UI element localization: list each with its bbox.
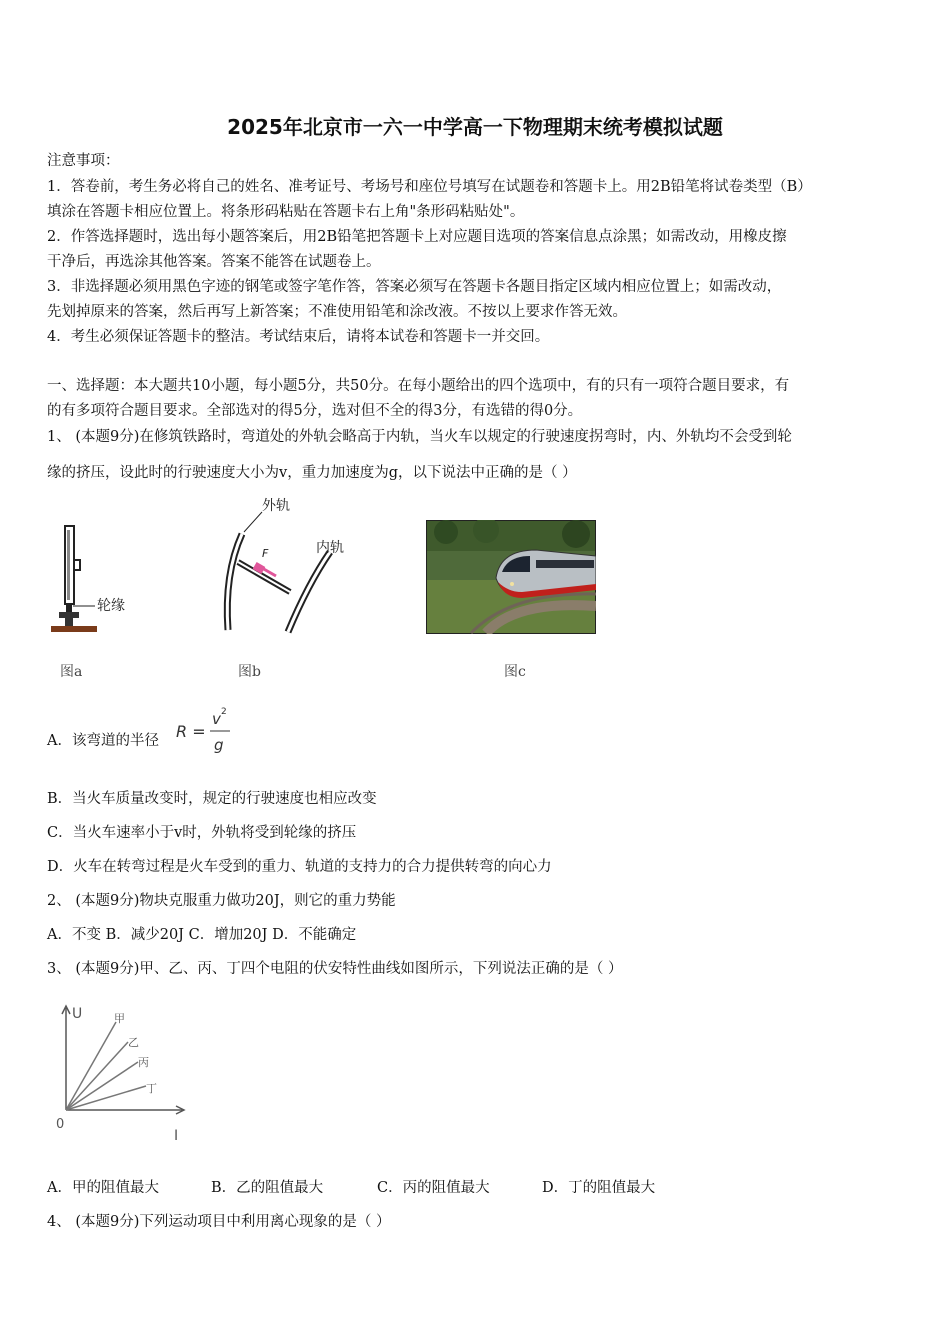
q3-option-a: A．甲的阻值最大 (47, 1180, 159, 1196)
option-b: B．当火车质量改变时，规定的行驶速度也相应改变 (47, 791, 377, 807)
notice-line: 先划掉原来的答案，然后再写上新答案；不准使用铅笔和涂改液。不按以上要求作答无效。 (47, 304, 627, 320)
notice-line: 2．作答选择题时，选出每小题答案后，用2B铅笔把答题卡上对应题目选项的答案信息点涂黑；如需改动，用橡皮擦 (47, 229, 787, 245)
formula-lhs: R = (176, 722, 206, 741)
question-2-stem: 2、 (本题9分)物块克服重力做功20J，则它的重力势能 (47, 893, 396, 909)
figure-c-train-photo (426, 520, 596, 634)
option-a (47, 731, 159, 751)
iv-line-yi (66, 1042, 128, 1110)
notice-line: 1．答卷前，考生务必将自己的姓名、准考证号、考场号和座位号填写在试题卷和答题卡上。用2B铅笔将试卷类型（B） (47, 179, 812, 195)
axis-u-label: U (72, 1006, 83, 1022)
figure-b-caption: 图b (238, 664, 261, 680)
notice-line: 3．非选择题必须用黑色字迹的钢笔或签字笔作答，答案必须写在答题卡各题目指定区域内相应位置上；如需改动， (47, 279, 782, 295)
figure-a-wheel-rail (45, 520, 155, 640)
iv-label-ding: 丁 (146, 1082, 157, 1095)
figure-a-caption: 图a (60, 664, 83, 680)
question-2-options: A．不变 B．减少20J C．增加20J D．不能确定 (47, 927, 357, 943)
figure-a-label: 轮缘 (97, 598, 125, 614)
figure-b-force-label: F (262, 547, 269, 560)
notice-line: 干净后，再选涂其他答案。答案不能答在试题卷上。 (47, 254, 381, 270)
formula-exponent: 2 (221, 707, 227, 717)
formula-numerator: v (212, 710, 221, 728)
page-title: 2025年北京市一六一中学高一下物理期末统考模拟试题 (227, 115, 723, 139)
figure-c-caption: 图c (504, 664, 526, 680)
iv-label-yi: 乙 (128, 1036, 139, 1049)
question-3-stem: 3、 (本题9分)甲、乙、丙、丁四个电阻的伏安特性曲线如图所示，下列说法正确的是（ ） (47, 961, 623, 977)
formula-denominator: g (214, 736, 224, 754)
origin-label: 0 (56, 1117, 65, 1132)
iv-label-jia: 甲 (114, 1012, 125, 1025)
notice-line: 4．考生必须保证答题卡的整洁。考试结束后，请将本试卷和答题卡一并交回。 (47, 329, 550, 345)
question-1-stem: 1、 (本题9分)在修筑铁路时，弯道处的外轨会略高于内轨，当火车以规定的行驶速度拐弯时，内、外轨均不会受到轮 (47, 429, 792, 445)
q3-option-d: D．丁的阻值最大 (542, 1180, 656, 1196)
q3-option-c: C．丙的阻值最大 (377, 1180, 490, 1196)
iv-line-bing (66, 1062, 138, 1110)
section-intro: 一、选择题：本大题共10小题，每小题5分，共50分。在每小题给出的四个选项中，有的只有一项符合题目要求，有 (47, 378, 790, 394)
option-c: C．当火车速率小于v时，外轨将受到轮缘的挤压 (47, 825, 357, 841)
formula-radius (176, 704, 246, 758)
question-1-stem-cont: 缘的挤压，设此时的行驶速度大小为v，重力加速度为g，以下说法中正确的是（ ） (47, 465, 577, 481)
axis-i-label: I (174, 1128, 179, 1144)
question-4-stem: 4、 (本题9分)下列运动项目中利用离心现象的是（ ） (47, 1214, 391, 1230)
notice-line: 填涂在答题卡相应位置上。将条形码粘贴在答题卡右上角"条形码粘贴处"。 (47, 204, 525, 220)
figure-b-outer-label: 外轨 (262, 498, 290, 514)
figure-iv-curves (50, 1000, 200, 1148)
notice-heading: 注意事项： (47, 153, 120, 169)
figure-b-rails (210, 494, 360, 639)
iv-label-bing: 丙 (138, 1056, 149, 1069)
option-a-text: A．该弯道的半径 (47, 733, 159, 749)
section-intro: 的有多项符合题目要求。全部选对的得5分，选对但不全的得3分，有选错的得0分。 (47, 403, 583, 419)
figure-b-inner-label: 内轨 (316, 540, 344, 556)
q3-option-b: B．乙的阻值最大 (211, 1180, 324, 1196)
option-d: D．火车在转弯过程是火车受到的重力、轨道的支持力的合力提供转弯的向心力 (47, 859, 552, 875)
